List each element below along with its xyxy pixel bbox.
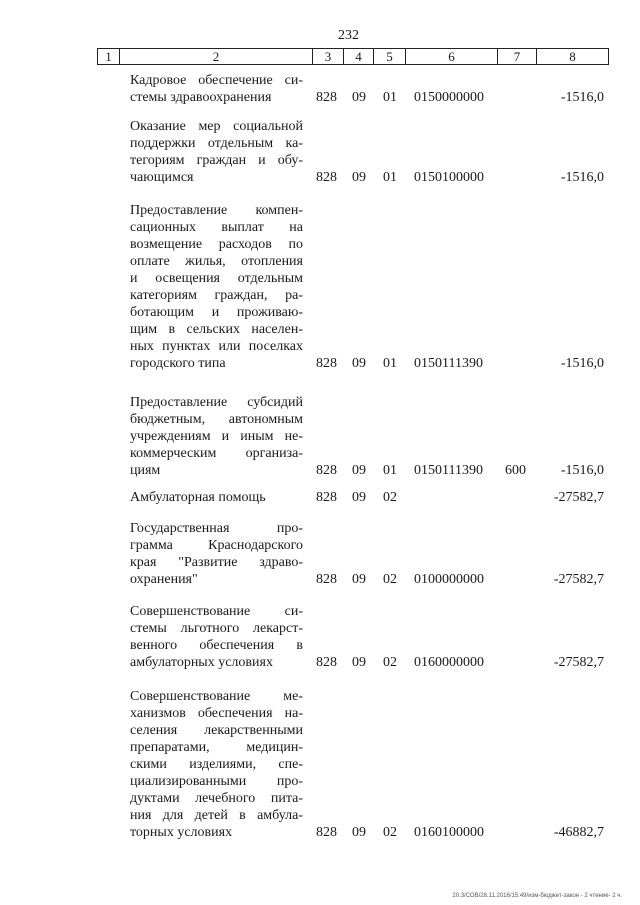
row-name-line: ния для детей в амбула- — [130, 808, 303, 823]
cell-c4: 09 — [352, 90, 366, 105]
cell-c3: 828 — [316, 655, 337, 670]
header-col-1: 1 — [98, 49, 120, 64]
row-name-line: ханизмов обеспечения на- — [130, 706, 303, 721]
row-name — [130, 202, 303, 372]
row-name-line: щим в сельских населен- — [130, 322, 303, 337]
row-name-line: тегориям граждан и обу- — [130, 153, 303, 168]
row-name-line: городского типа — [130, 356, 226, 371]
cell-c5: 01 — [383, 463, 397, 478]
page-number: 232 — [338, 28, 359, 43]
cell-c8: -1516,0 — [560, 170, 604, 185]
row-name-line: края "Развитие здраво- — [130, 555, 303, 570]
cell-c3: 828 — [316, 490, 337, 505]
cell-c5: 02 — [383, 572, 397, 587]
cell-c8: -27582,7 — [553, 572, 604, 587]
cell-c8: -1516,0 — [560, 356, 604, 371]
cell-c5: 01 — [383, 90, 397, 105]
cell-c5: 01 — [383, 356, 397, 371]
cell-c8: -1516,0 — [560, 463, 604, 478]
cell-c5: 02 — [383, 490, 397, 505]
header-col-8: 8 — [569, 49, 576, 64]
cell-c4: 09 — [352, 170, 366, 185]
row-name-line: Совершенствование си- — [130, 604, 303, 619]
cell-c4: 09 — [352, 655, 366, 670]
row-name-line: и освещения отдельным — [130, 271, 303, 286]
cell-c3: 828 — [316, 356, 337, 371]
row-name-line: Государственная про- — [130, 521, 303, 536]
row-name — [130, 520, 303, 588]
cell-c8: -27582,7 — [553, 655, 604, 670]
row-name-line: стемы льготного лекарст- — [130, 621, 303, 636]
row-name — [130, 72, 303, 106]
row-name-line: учреждениям и иным не- — [130, 429, 303, 444]
cell-c6: 0150111390 — [414, 463, 483, 478]
cell-c5: 02 — [383, 655, 397, 670]
header-col-6: 6 — [406, 49, 498, 64]
row-name-line: селения лекарственными — [130, 723, 303, 738]
row-name-line: циализированными про- — [130, 774, 303, 789]
row-name-line: поддержки отдельным ка- — [130, 136, 303, 151]
header-col-5: 5 — [374, 49, 406, 64]
cell-c3: 828 — [316, 825, 337, 840]
row-name-line: чающимся — [130, 170, 194, 185]
cell-c4: 09 — [352, 572, 366, 587]
cell-c6: 0100000000 — [414, 572, 484, 587]
row-name-line: бюджетным, автономным — [130, 412, 303, 427]
row-name-line: дуктами лечебного пита- — [130, 791, 303, 806]
cell-c3: 828 — [316, 90, 337, 105]
row-name — [130, 394, 303, 479]
row-name-line: циям — [130, 463, 161, 478]
row-name-line: ных пунктах или поселках — [130, 339, 303, 354]
document-footer: 20.3/СОВ/28.11.2016/15:49/изм-бюджет-закон - 2 чтение- 2 ч. — [452, 893, 622, 899]
row-name-line: Совершенствование ме- — [130, 689, 303, 704]
cell-c8: -27582,7 — [553, 490, 604, 505]
row-name-line: охранения" — [130, 572, 198, 587]
header-col-2: 2 — [120, 49, 313, 64]
cell-c6: 0160000000 — [414, 655, 484, 670]
row-name-line: Предоставление компен- — [130, 203, 303, 218]
row-name-line: оплате жилья, отопления — [130, 254, 303, 269]
row-name-line: Оказание мер социальной — [130, 119, 303, 134]
row-name-line: Предоставление субсидий — [130, 395, 303, 410]
cell-c6: 0150000000 — [414, 90, 484, 105]
row-name-line: торных условиях — [130, 825, 233, 840]
cell-c3: 828 — [316, 463, 337, 478]
cell-c4: 09 — [352, 356, 366, 371]
row-name-line: категориям граждан, ра- — [130, 288, 303, 303]
row-name — [130, 118, 303, 186]
cell-c5: 01 — [383, 170, 397, 185]
cell-c4: 09 — [352, 490, 366, 505]
cell-c5: 02 — [383, 825, 397, 840]
row-name-line: грамма Краснодарского — [130, 538, 303, 553]
cell-c3: 828 — [316, 572, 337, 587]
row-name-line: скими изделиями, спе- — [130, 757, 303, 772]
row-name-line: возмещение расходов по — [130, 237, 303, 252]
cell-c6: 0150100000 — [414, 170, 484, 185]
table-header — [97, 48, 609, 65]
row-name-line: амбулаторных условиях — [130, 655, 273, 670]
row-name — [130, 489, 303, 506]
row-name-line: венного обеспечения в — [130, 638, 303, 653]
header-col-4: 4 — [344, 49, 374, 64]
header-col-3: 3 — [313, 49, 344, 64]
row-name-line: коммерческим организа- — [130, 446, 303, 461]
row-name-line: стемы здравоохранения — [130, 90, 272, 105]
row-name — [130, 688, 303, 841]
header-col-7: 7 — [498, 49, 537, 64]
row-name-line: Амбулаторная помощь — [130, 490, 266, 505]
cell-c4: 09 — [352, 463, 366, 478]
row-name — [130, 603, 303, 671]
row-name-line: Кадровое обеспечение си- — [130, 73, 303, 88]
cell-c3: 828 — [316, 170, 337, 185]
cell-c6: 0150111390 — [414, 356, 483, 371]
row-name-line: сационных выплат на — [130, 220, 303, 235]
cell-c8: -46882,7 — [553, 825, 604, 840]
row-name-line: препаратами, медицин- — [130, 740, 303, 755]
cell-c7: 600 — [505, 463, 526, 478]
row-name-line: ботающим и проживаю- — [130, 305, 303, 320]
cell-c6: 0160100000 — [414, 825, 484, 840]
cell-c4: 09 — [352, 825, 366, 840]
cell-c8: -1516,0 — [560, 90, 604, 105]
